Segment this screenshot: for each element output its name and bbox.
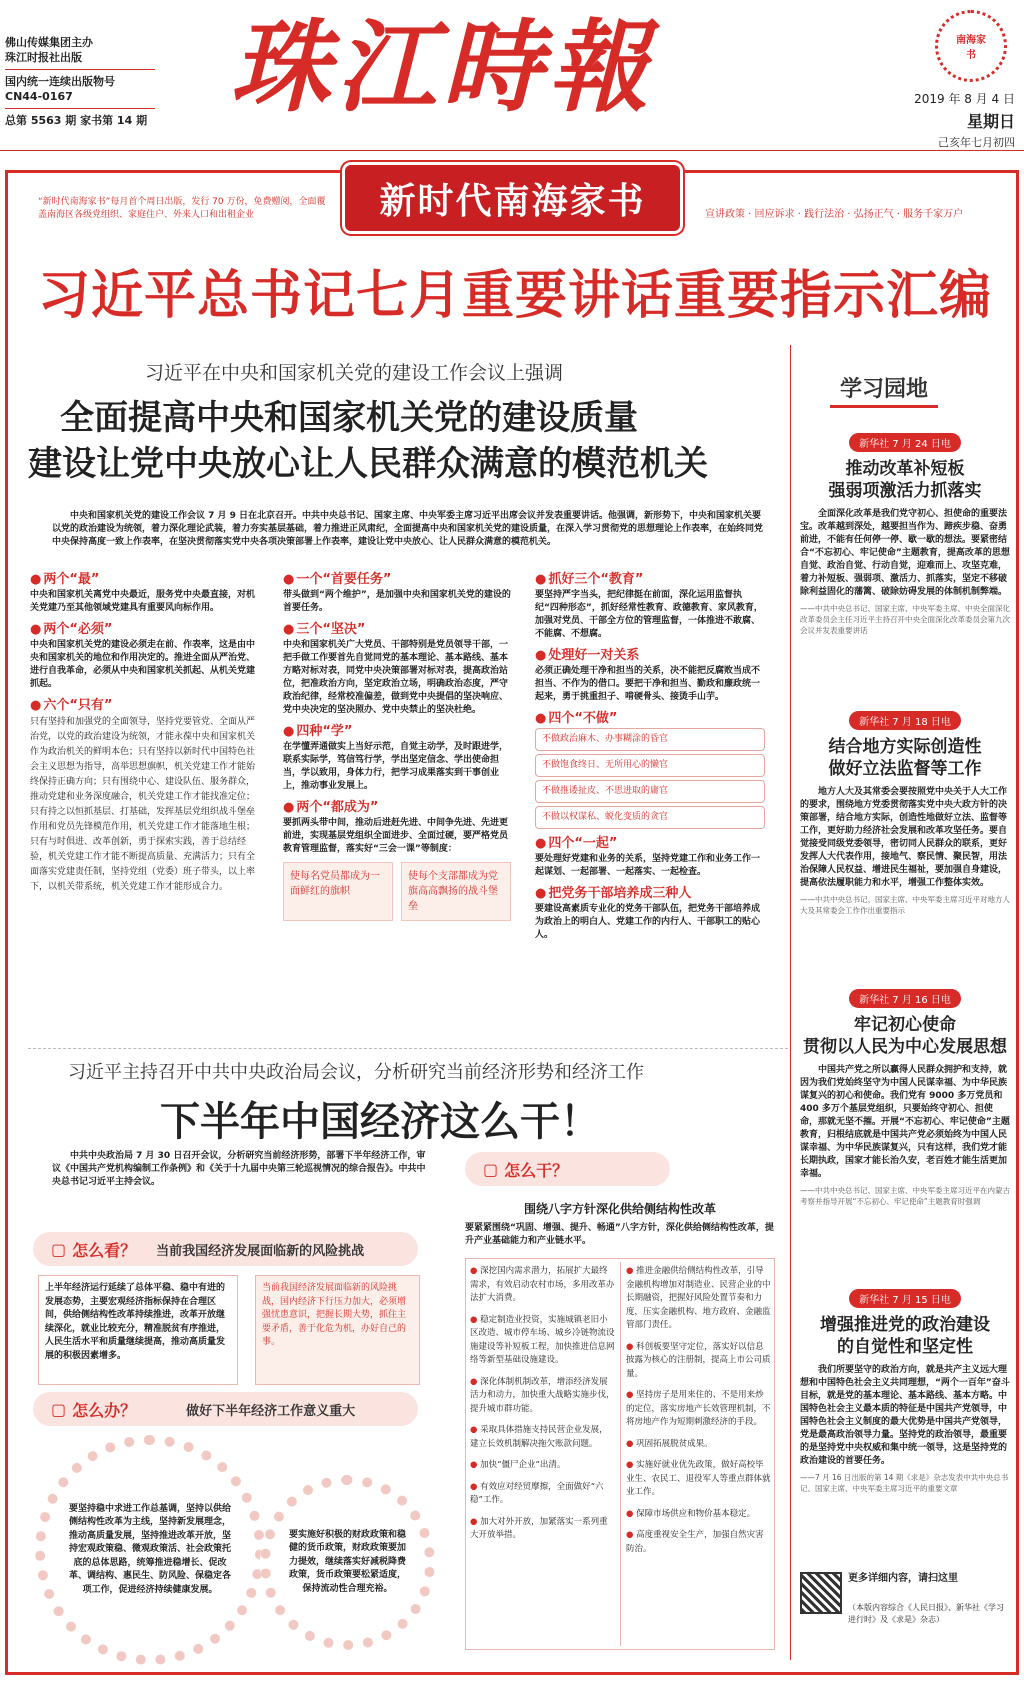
callout-box: 使每个支部都成为党旗高高飘扬的战斗堡垒 <box>401 862 511 921</box>
list-item-text: 稳定制造业投资，实施城镇老旧小区改造、城市停车场、城乡冷链物流设施建设等补短板工程，加快推进信息网络等新型基础设施建设。 <box>470 1314 615 1365</box>
article1-col3 <box>535 565 765 944</box>
list-item-text: 深化体制机制改革，增添经济发展活力和动力，加快重大战略实施步伐，提升城市群功能。 <box>470 1376 615 1414</box>
point-three-firmly: ● 三个“坚决” <box>283 623 511 636</box>
list-item-text: 保障市场供应和物价基本稳定。 <box>636 1508 756 1519</box>
point-text: 中央和国家机关党的建设必须走在前、作表率，这是由中央和国家机关的地位和作用决定的。推进全面从严治党、进行自我革命，必须从中央和国家机关抓起、从机关党建抓起。 <box>30 640 256 689</box>
article1-lead: 中央和国家机关党的建设工作会议 7 月 9 日在北京召开。中共中央总书记、国家主席、中央军委主席习近平出席会议并发表重要讲话。他强调，新形势下，中央和国家机关要以党的政治建设为统领，着力深化理论武装，着力夯实基层基础，着力推进正风肃纪，全面提高中央和国家机关党的建设质量，在深入学习贯彻党的思想理论上作表率，在始终同党中央保持高度一致上作表率，在坚决贯彻落实党中央各项决策部署上作表率，建设让党中央放心、让人民群众满意的模范机关。 <box>52 511 764 547</box>
point-four-nots: ● 四个“不做” <box>535 712 765 725</box>
point-four-learn: ● 四种“学” <box>283 725 511 738</box>
list-item-text: 实施好就业优先政策，做好高校毕业生、农民工、退役军人等重点群体就业工作。 <box>626 1460 771 1497</box>
point-two-become: ● 两个“都成为” <box>283 801 511 814</box>
what-do-label: 怎么干？ <box>504 1160 569 1180</box>
gear-circle-1 <box>35 1435 265 1665</box>
list-item: ● 深挖国内需求潜力，拓展扩大最终需求，有效启动农村市场，多用改革办法扩大消费。 <box>470 1266 615 1303</box>
masthead-info <box>5 35 155 128</box>
list-item: ● 加大对外开放，加紧落实一系列重大开放举措。 <box>470 1516 608 1540</box>
newspaper-logo: 珠江時報 <box>230 8 654 126</box>
sidebar-item-title: 增强推进党的政治建设 的自觉性和坚定性 <box>820 1315 990 1357</box>
list-item-text: 加大对外开放，加紧落实一系列重大开放举措。 <box>470 1516 608 1540</box>
date-tag: 新华社 7 月 18 日电 <box>849 711 961 730</box>
how-look-sub: 当前我国经济发展面临新的风险挑战 <box>156 1243 365 1259</box>
point-first-task: ● 一个“首要任务” <box>283 573 511 586</box>
how-look-label: 怎么看？ <box>72 1240 137 1260</box>
list-item: ● 高度重视安全生产，加强自然灾害防治。 <box>626 1530 764 1554</box>
point-text: 要建设高素质专业化的党务干部队伍，把党务干部培养成为政治上的明白人、党建工作的内行人、干部职工的贴心人。 <box>535 904 761 940</box>
what-do-bar: ▢ 怎么干？ <box>465 1152 670 1186</box>
what-do-sub: 围绕八字方针深化供给侧结构性改革 <box>523 1202 716 1216</box>
list-item: ● 保障市场供应和物价基本稳定。 <box>626 1508 756 1519</box>
point-four-together: ● 四个“一起” <box>535 837 765 850</box>
list-item: 不做饱食终日、无所用心的懒官 <box>535 754 765 777</box>
point-two-musts: ● 两个“必须” <box>30 623 260 636</box>
point-text: 中央和国家机关离党中央最近，服务党中央最直接，对机关党建乃至其他领域党建具有重要风向标作用。 <box>30 590 256 613</box>
gear-circle-2 <box>260 1475 435 1650</box>
main-headline: 习近平总书记七月重要讲话重要指示汇编 <box>37 265 992 326</box>
qr-badge-label: 南海家书 <box>956 35 986 61</box>
sidebar-item-source: ——中共中央总书记、国家主席、中央军委主席、中央全面深化改革委员会主任习近平主持召开中央全面深化改革委员会第九次会议并发表重要讲话 <box>800 604 1010 635</box>
banner-desc: “新时代南海家书”每月首个周日出版，发行 70 万份，免费赠阅，全面覆盖南海区各级党组织、家庭住户、外来人口和出租企业 <box>38 197 326 220</box>
list-item-text: 巩固拓展脱贫成果。 <box>636 1438 713 1449</box>
sidebar-item-title: 推动改革补短板 强弱项激活力抓落实 <box>828 459 982 501</box>
how-look-bar: ▢ 怎么看？ 当前我国经济发展面临新的风险挑战 <box>33 1232 418 1266</box>
study-corner-label: 学习园地 <box>830 370 938 408</box>
article1-title-line1: 全面提高中央和国家机关党的建设质量 <box>60 398 638 438</box>
point-six-only: ● 六个“只有” <box>30 699 260 712</box>
what-do-lead: 要紧紧围绕“巩固、增强、提升、畅通”八字方针，深化供给侧结构性改革，提升产业基础能力和产业链水平。 <box>465 1223 774 1246</box>
list-item: 不做以权谋私、蜕化变质的贪官 <box>535 806 765 829</box>
list-item-text: 高度重视安全生产，加强自然灾害防治。 <box>626 1530 764 1554</box>
point-text: 要处理好党建和业务的关系，坚持党建工作和业务工作一起谋划、一起部署、一起落实、一起检查。 <box>535 854 761 877</box>
sidebar-item-body: 全面深化改革是我们党守初心、担使命的重要法宝。改革越到深处，越要担当作为、蹄疾步稳、奋勇前进，不能有任何停一停、歇一歇的想法。要紧密结合“不忘初心、牢记使命”主题教育，提高改革的思想自觉、政治自觉、行动自觉，迎难而上、攻坚克难，着力补短板、强弱项、激活力、抓落实，坚定不移破除利益固化的藩篱、破除妨碍发展的体制机制弊端。 <box>800 509 1010 597</box>
point-text: 中央和国家机关广大党员、干部特别是党员领导干部，一把手做工作要首先自觉同党的基本理论、基本路线、基本方略对标对表，同党中央决策部署对标对表，提高政治站位，把准政治方向，坚定政治立场，明确政治态度，严守政治纪律，经常校准偏差，做到党中央提倡的坚决响应、党中央决定的坚决照办、党中央禁止的坚决杜绝。 <box>283 640 509 715</box>
article2-kicker: 习近平主持召开中共中央政治局会议，分析研究当前经济形势和经济工作 <box>68 1062 644 1083</box>
how-do-sub: 做好下半年经济工作意义重大 <box>186 1403 356 1419</box>
sidebar-item <box>800 710 1010 916</box>
list-item: ● 有效应对经贸摩擦，全面做好“六稳”工作。 <box>470 1481 604 1505</box>
sidebar-item-body: 中国共产党之所以赢得人民群众拥护和支持，就因为我们党始终坚守为中国人民谋幸福、为中华民族谋复兴的初心和使命。我们党有 9000 多万党员和 400 多万个基层党组织，只要始终守初心、担使命，那就无坚不摧。开展“不忘初心、牢记使命”主题教育，归根结底就是中国共产党必须始终为中国人民谋幸福、为中华民族谋复兴，只有这样，我们党才能长期执政，国家才能长治久安，老百姓才能生活更加幸福。 <box>800 1065 1010 1179</box>
article1-col2 <box>283 565 511 921</box>
sidebar-item <box>800 1288 1010 1494</box>
list-item-text: 坚持房子是用来住的、不是用来炒的定位，落实房地产长效管理机制，不将房地产作为短期刺激经济的手段。 <box>626 1390 771 1427</box>
list-item: ● 稳定制造业投资，实施城镇老旧小区改造、城市停车场、城乡冷链物流设施建设等补短板工程，加快推进信息网络等新型基础设施建设。 <box>470 1314 615 1365</box>
callout-box: 使每名党员都成为一面鲜红的旗帜 <box>283 862 393 921</box>
point-text: 要坚持严字当头，把纪律挺在前面，深化运用监督执纪“四种形态”，抓好经常性教育、政德教育、家风教育，加强对党员、干部全方位的管理监督，一体推进不敢腐、不能腐、不想腐。 <box>535 590 763 639</box>
publisher: 佛山传媒集团主办 <box>5 36 93 49</box>
list-item: ● 巩固拓展脱贫成果。 <box>626 1438 713 1449</box>
sidebar-item-title: 牢记初心使命 贯彻以人民为中心发展思想 <box>803 1015 1007 1057</box>
sidebar-item-body: 我们所要坚守的政治方向，就是共产主义远大理想和中国特色社会主义共同理想，“两个一百年”奋斗目标，就是党的基本理论、基本路线、基本方略。中国特色社会主义最本质的特征是中国共产党领导，中国特色社会主义制度的最大优势是中国共产党领导，党是最高政治领导力量。坚持党的政治领导，最重要的是坚持党中央权威和集中统一领导，这是坚持党的政治建设的首要任务。 <box>800 1365 1010 1466</box>
list-item: ● 深化体制机制改革，增添经济发展活力和动力，加快重大战略实施步伐，提升城市群功能。 <box>470 1376 615 1414</box>
study-corner-logo <box>830 370 980 408</box>
date-tag: 新华社 7 月 16 日电 <box>849 989 961 1008</box>
list-item-text: 有效应对经贸摩擦，全面做好“六稳”工作。 <box>470 1481 604 1505</box>
point-three-people: ● 把党务干部培养成三种人 <box>535 887 765 900</box>
section-title: 新时代南海家书 <box>379 179 646 222</box>
article1-title <box>28 395 760 487</box>
list-item: ● 坚持房子是用来住的、不是用来炒的定位，落实房地产长效管理机制，不将房地产作为短期刺激经济的手段。 <box>626 1390 771 1427</box>
date-tag: 新华社 7 月 15 日电 <box>849 1289 961 1308</box>
list-item: ● 科创板要坚守定位，落实好以信息披露为核心的注册制，提高上市公司质量。 <box>626 1341 771 1379</box>
list-item: ● 加快“僵尸企业”出清。 <box>470 1460 566 1470</box>
list-item-text: 加快“僵尸企业”出清。 <box>480 1460 566 1470</box>
sidebar-item-source: ——中共中央总书记、国家主席、中央军委主席习近平在内蒙古考察并指导开展“不忘初心、牢记使命”主题教育时强调 <box>800 1186 1010 1206</box>
how-do-bar: ▢ 怎么办？ 做好下半年经济工作意义重大 <box>33 1392 418 1426</box>
qr-caption: 更多详细内容，请扫这里 <box>848 1573 958 1584</box>
point-two-most: ● 两个“最” <box>30 573 260 586</box>
point-text: 在学懂弄通做实上当好示范，自觉主动学，及时跟进学，联系实际学，笃信笃行学，学出坚定信念、学出使命担当，学以致用，身体力行，把学习成果落实到干事创业上，推动事业发展上。 <box>283 742 509 791</box>
point-text: 只有坚持和加强党的全面领导，坚持党要管党、全面从严治党，以党的政治建设为统领，才能永葆中央和国家机关作为政治机关的鲜明本色；只有坚持以新时代中国特色社会主义思想为指导，高举思想旗帜，机关党建工作才能始终保持正确方向；只有围绕中心、建设队伍、服务群众，推动党建和业务深度融合，机关党建工作才能找准定位；只有持之以恒抓基层、打基础，发挥基层党组织战斗堡垒作用和党员先锋模范作用，机关党建工作才能落地生根；只有与时俱进、改革创新，勇于探索实践，善于总结经验，机关党建工作才能不断提高质量、充满活力；只有全面落实党建责任制，坚持党组（党委）班子带头，以上率下，以机关带系统，机关党建工作才能形成合力。 <box>30 717 256 892</box>
sidebar-item-source: ——中共中央总书记、国家主席、中央军委主席习近平对地方人大及其常委会工作作出重要指示 <box>800 895 1010 915</box>
list-item: 不做政治麻木、办事糊涂的昏官 <box>535 728 765 751</box>
list-item-text: 科创板要坚守定位，落实好以信息披露为核心的注册制，提高上市公司质量。 <box>626 1341 771 1379</box>
article1-title-line2: 建设让党中央放心让人民群众满意的模范机关 <box>28 444 708 484</box>
qr-badge[interactable] <box>935 10 1007 82</box>
banner-slogan: 宣讲政策 · 回应诉求 · 践行法治 · 弘扬正气 · 服务千家万户 <box>705 209 964 220</box>
issue-date: 2019 年 8 月 4 日 <box>914 92 1015 106</box>
list-item-text: 推进金融供给侧结构性改革，引导金融机构增加对制造业、民营企业的中长期融资，把握好风险处置节奏和力度，压实金融机构、地方政府、金融监管部门责任。 <box>626 1266 771 1330</box>
qr-code[interactable] <box>800 1572 842 1614</box>
article2-title: 下半年中国经济这么干！ <box>160 1098 600 1145</box>
point-text: 必须正确处理干净和担当的关系，决不能把反腐败当成不担当、不作为的借口。要把干净和担当、勤政和廉政统一起来，勇于挑重担子、啃硬骨头、接烫手山芋。 <box>535 666 761 702</box>
lunar-date: 己亥年七月初四 <box>938 136 1015 149</box>
weekday: 星期日 <box>966 112 1015 131</box>
look-box-1: 上半年经济运行延续了总体平稳、稳中有进的发展态势，主要宏观经济指标保持在合理区间，供给侧结构性改革持续推进，改革开放继续深化，就业比较充分，精准脱贫有序推进，人民生活水平和质量继续提高，推动高质量发展的积极因素增多。 <box>38 1275 238 1385</box>
list-item: ● 采取具体措施支持民营企业发展，建立长效机制解决拖欠账款问题。 <box>470 1425 608 1449</box>
sidebar-item-source: ——7 月 16 日出版的第 14 期《求是》杂志发表中共中央总书记、国家主席、中央军委主席习近平的重要文章 <box>800 1473 1009 1493</box>
look-box-2: 当前我国经济发展面临新的风险挑战，国内经济下行压力加大，必须增强忧患意识，把握长期大势，抓住主要矛盾，善于化危为机，办好自己的事。 <box>255 1275 420 1385</box>
point-text: 要抓两头带中间，推动后进赶先进、中间争先进、先进更前进，实现基层党组织全面进步、全面过硬，要严格党员教育管理监督，落实好“三会一课”等制度： <box>283 818 509 854</box>
issue-number: 总第 5563 期 家书第 14 期 <box>5 114 148 127</box>
section-banner <box>345 165 680 231</box>
sidebar-item-body: 地方人大及其常委会要按照党中央关于人大工作的要求，围绕地方党委贯彻落实党中央大政方针的决策部署，结合地方实际，创造性地做好立法、监督等工作，更好助力经济社会发展和改革攻坚任务。要自觉接受同级党委领导，密切同人民群众的联系，更好发挥人大代表作用，接地气、察民情、聚民智，用法治保障人民权益、增进民生福祉，要加强自身建设，提高依法履职能力和水平，增强工作整体实效。 <box>800 787 1008 888</box>
serial-number: CN44-0167 <box>5 90 73 103</box>
serial-label: 国内统一连续出版物号 <box>5 75 115 88</box>
sidebar-item <box>800 432 1010 636</box>
list-item: ● 实施好就业优先政策，做好高校毕业生、农民工、退役军人等重点群体就业工作。 <box>626 1460 771 1497</box>
article1-col1 <box>30 565 260 897</box>
point-one-relation: ● 处理好一对关系 <box>535 649 765 662</box>
list-item: ● 推进金融供给侧结构性改革，引导金融机构增加对制造业、民营企业的中长期融资，把握好风险处置节奏和力度，压实金融机构、地方政府、金融监管部门责任。 <box>626 1266 771 1330</box>
date-tag: 新华社 7 月 24 日电 <box>849 433 961 452</box>
press: 珠江时报社出版 <box>5 51 82 64</box>
list-item-text: 深挖国内需求潜力，拓展扩大最终需求，有效启动农村市场，多用改革办法扩大消费。 <box>470 1266 615 1303</box>
sidebar-item-title: 结合地方实际创造性 做好立法监督等工作 <box>828 737 982 779</box>
what-right-list <box>626 1265 771 1564</box>
list-item: 不做推诿扯皮、不思进取的庸官 <box>535 780 765 803</box>
point-text: 带头做到“两个维护”，是加强中央和国家机关党的建设的首要任务。 <box>283 590 511 613</box>
article1-kicker: 习近平在中央和国家机关党的建设工作会议上强调 <box>145 362 564 384</box>
date-block <box>905 90 1015 150</box>
gear-text-1: 要坚持稳中求进工作总基调，坚持以供给侧结构性改革为主线，坚持新发展理念，推动高质量发展，坚持推进改革开放，坚持宏观政策稳、微观政策活、社会政策托底的总体思路，统筹推进稳增长、促改革、调结构、惠民生、防风险、保稳定各项工作，促进经济持续健康发展。 <box>68 1503 231 1595</box>
point-three-education: ● 抓好三个“教育” <box>535 573 765 586</box>
list-item-text: 采取具体措施支持民营企业发展，建立长效机制解决拖欠账款问题。 <box>470 1425 608 1449</box>
sidebar-item <box>800 988 1010 1207</box>
what-left-list <box>470 1265 615 1551</box>
source-note: （本版内容综合《人民日报》、新华社《学习进行时》及《求是》杂志） <box>848 1603 1004 1624</box>
article2-lead: 中共中央政治局 7 月 30 日召开会议，分析研究当前经济形势，部署下半年经济工作，审议《中国共产党机构编制工作条例》和《关于十九届中央第三轮巡视情况的综合报告》。中共中央总书记习近平主持会议。 <box>52 1151 426 1187</box>
how-do-label: 怎么办？ <box>72 1400 137 1420</box>
gear-text-2: 要实施好积极的财政政策和稳健的货币政策，财政政策要加力提效，继续落实好减税降费政策，货币政策要松紧适度，保持流动性合理充裕。 <box>288 1529 406 1594</box>
